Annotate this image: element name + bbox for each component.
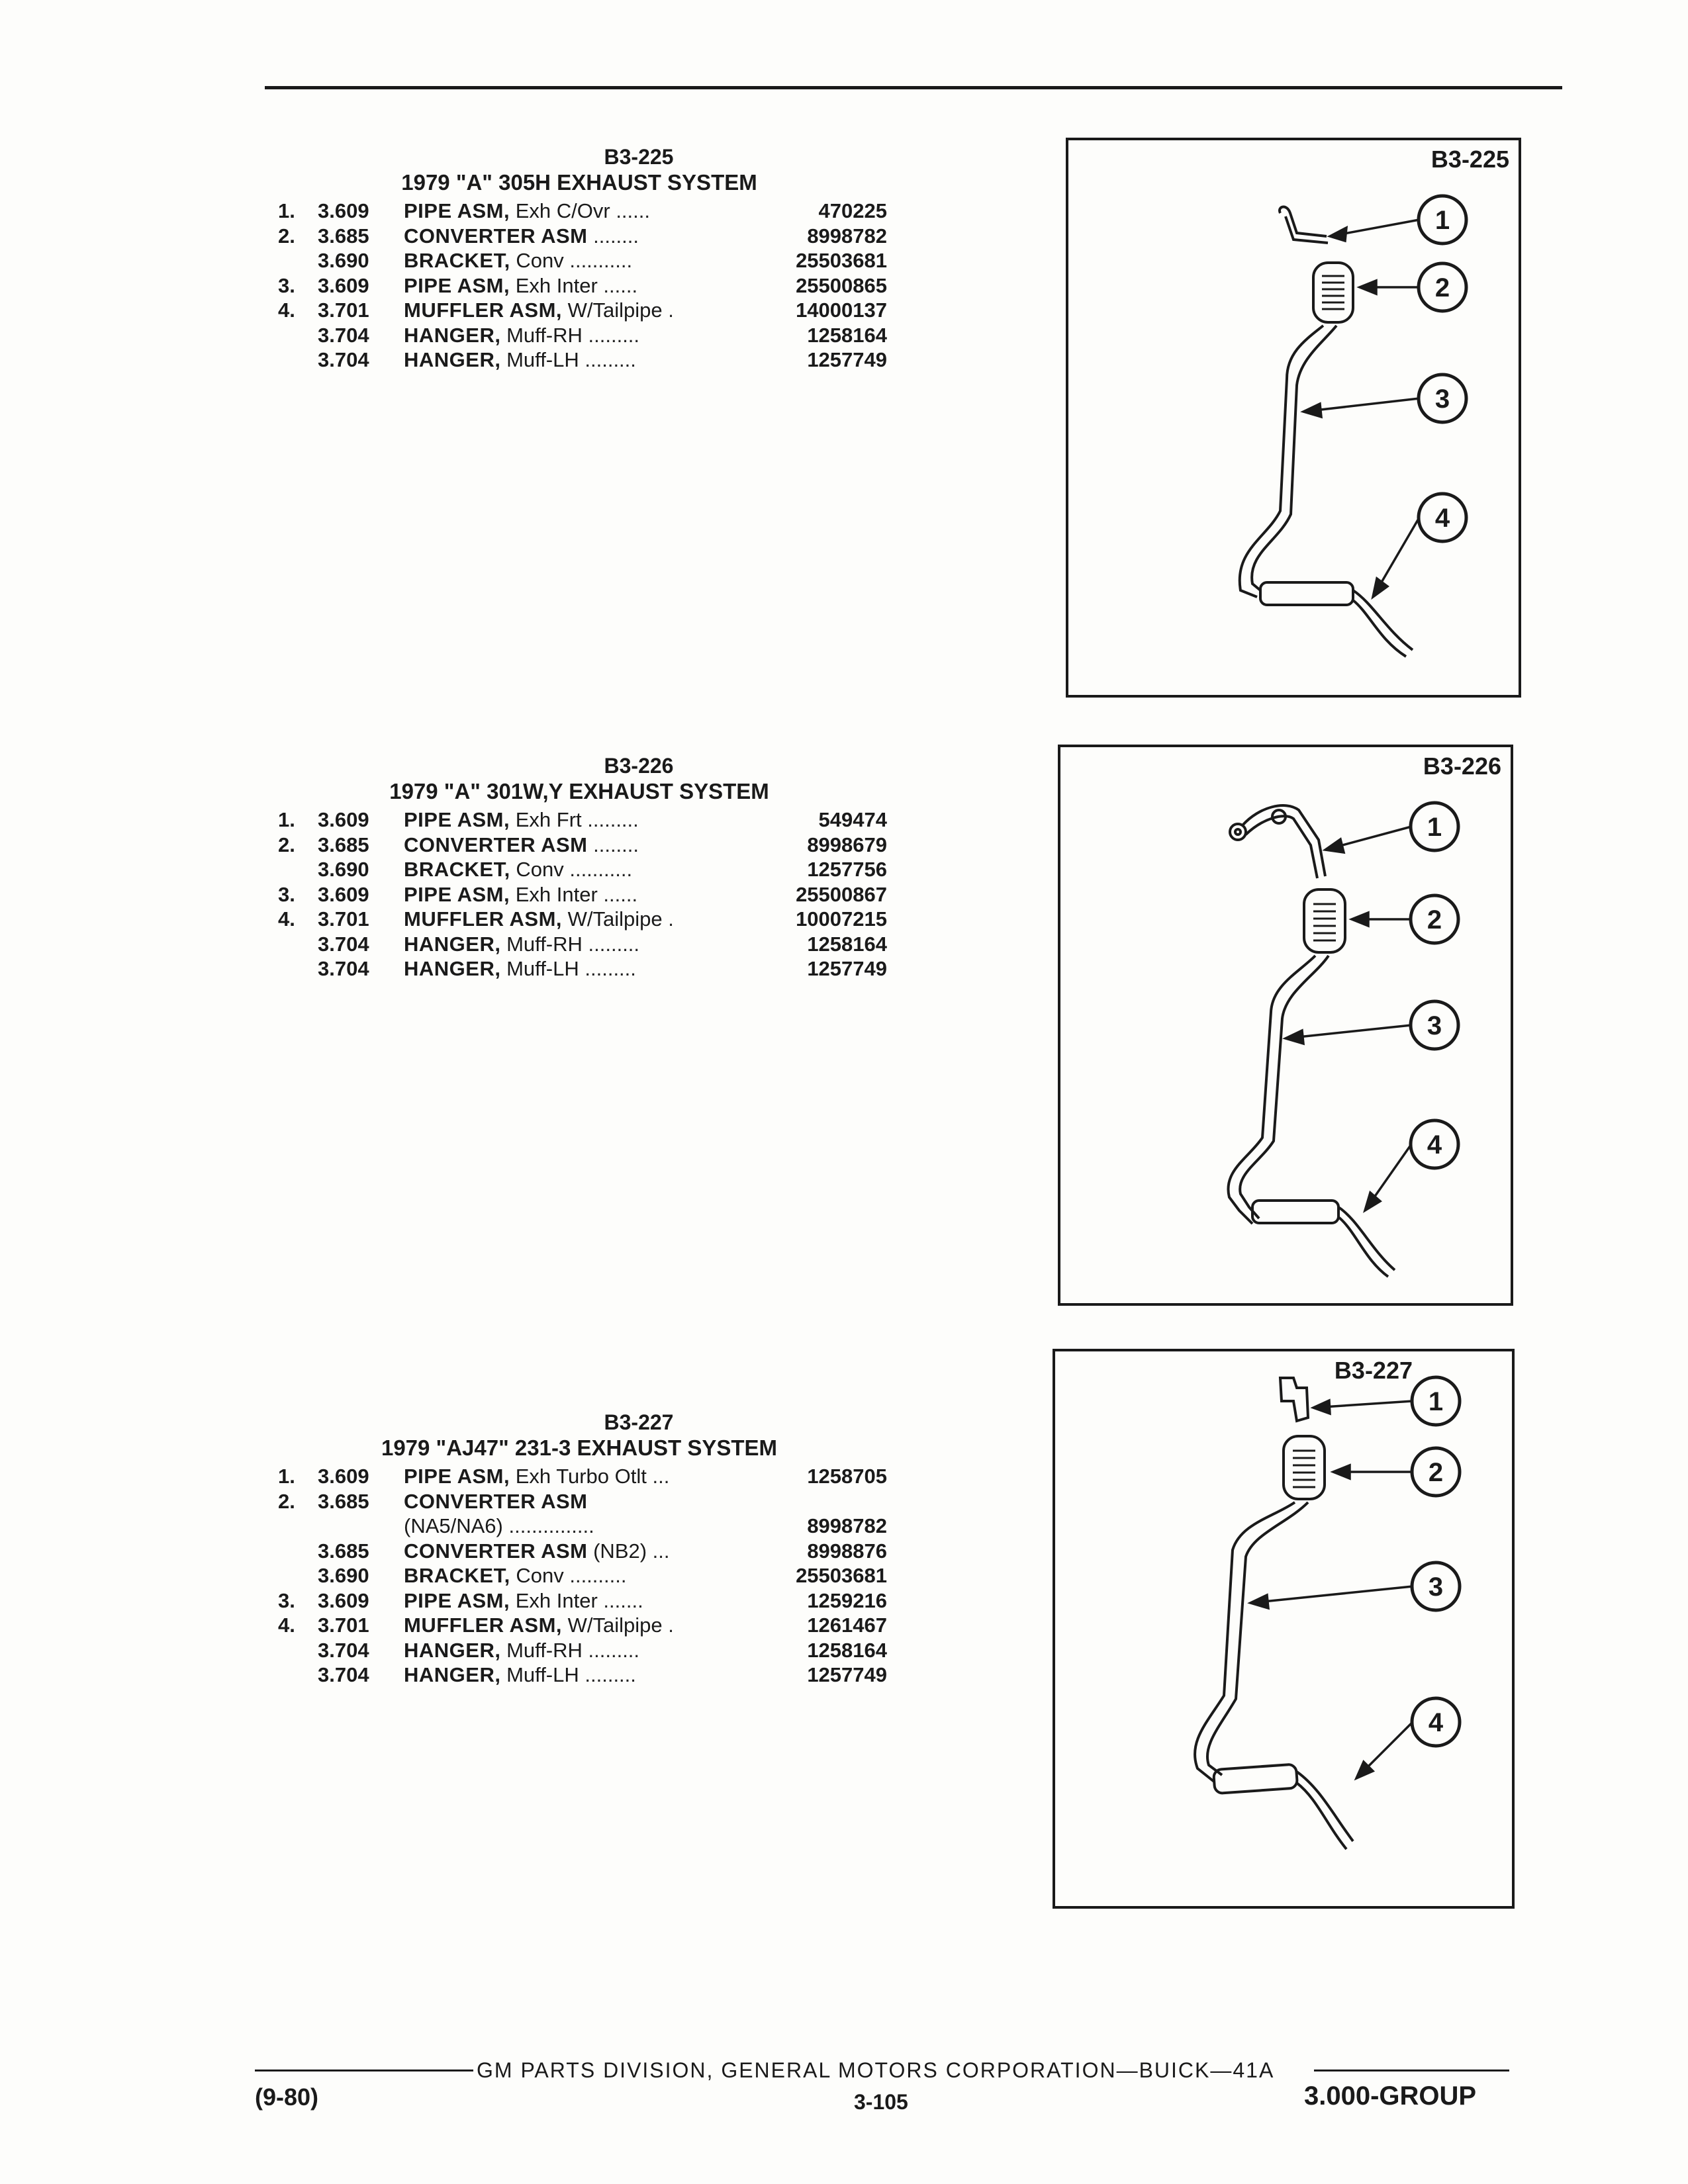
part-name xyxy=(404,1563,774,1588)
illustration-code: B3-226 xyxy=(1423,752,1501,780)
callout-label: 2 xyxy=(1428,1458,1444,1487)
part-desc: Exh C/Ovr xyxy=(515,199,610,222)
callout-label: 3 xyxy=(1428,1572,1444,1602)
leader-dots: . xyxy=(662,1614,674,1637)
leader-dots: ...... xyxy=(597,273,638,297)
part-number: 1257749 xyxy=(807,957,887,980)
part-noun: PIPE ASM, xyxy=(404,273,510,297)
callout-number: 4. xyxy=(278,907,295,931)
footer-publisher: GM PARTS DIVISION, GENERAL MOTORS CORPORATION—BUICK—41A xyxy=(477,2058,1275,2082)
group-number: 3.685 xyxy=(318,1489,369,1513)
part-name xyxy=(404,857,774,882)
parts-list xyxy=(258,199,887,373)
group-number: 3.609 xyxy=(318,273,369,297)
group-number: 3.701 xyxy=(318,298,369,322)
part-noun: HANGER, xyxy=(404,1663,501,1686)
part-noun: CONVERTER ASM xyxy=(404,1489,588,1513)
part-row xyxy=(258,199,887,224)
part-desc: Exh Inter xyxy=(515,273,598,297)
callout-label: 3 xyxy=(1427,1011,1442,1040)
part-number: 1257756 xyxy=(807,858,887,881)
part-name xyxy=(404,1539,774,1564)
leader-dots: ....... xyxy=(597,1588,643,1612)
part-noun: MUFFLER ASM, xyxy=(404,298,563,322)
part-row xyxy=(258,1489,887,1514)
callout-number: 2. xyxy=(278,224,295,248)
callout-label: 4 xyxy=(1428,1708,1444,1737)
part-desc: (NA5/NA6) xyxy=(404,1514,503,1537)
leader-dots: ............... xyxy=(502,1514,594,1537)
part-number: 1258164 xyxy=(807,1638,887,1662)
footer-date: (9-80) xyxy=(255,2083,319,2111)
group-number: 3.704 xyxy=(318,932,369,956)
part-number: 1257749 xyxy=(807,1663,887,1686)
part-number: 8998782 xyxy=(807,1514,887,1537)
part-name xyxy=(404,323,774,348)
callout-label: 2 xyxy=(1427,905,1442,934)
callout-number xyxy=(258,1539,318,1564)
callout-number: 3. xyxy=(278,273,295,297)
leader-dots: ......... xyxy=(582,932,640,956)
part-row xyxy=(258,807,887,833)
part-name xyxy=(404,907,774,932)
group-number: 3.704 xyxy=(318,323,369,347)
part-number: 1261467 xyxy=(807,1614,887,1637)
part-row xyxy=(258,1464,887,1489)
leader-dots: ......... xyxy=(582,1638,640,1662)
callout-number xyxy=(258,347,318,373)
part-row xyxy=(258,273,887,298)
part-name xyxy=(404,1588,774,1614)
part-name xyxy=(404,1489,774,1514)
group-number xyxy=(318,1514,404,1539)
part-desc: (NB2) xyxy=(593,1539,647,1563)
converter xyxy=(1304,889,1345,952)
callout-number: 1. xyxy=(278,1465,295,1488)
section-code: B3-226 xyxy=(604,754,674,778)
part-number: 1258705 xyxy=(807,1465,887,1488)
leader-dots: ...... xyxy=(597,882,638,906)
part-noun: MUFFLER ASM, xyxy=(404,1614,563,1637)
part-name xyxy=(404,932,774,957)
group-number: 3.704 xyxy=(318,1638,369,1662)
callout-number: 4. xyxy=(278,1614,295,1637)
exhaust-diagram xyxy=(1060,747,1511,1303)
tailpipe xyxy=(1338,1207,1395,1270)
group-number: 3.609 xyxy=(318,882,369,906)
leader-dots: ........... xyxy=(563,249,633,272)
illustration-code: B3-227 xyxy=(1334,1357,1413,1384)
group-number: 3.685 xyxy=(318,833,369,856)
leader-dots: . xyxy=(662,907,674,931)
parts-list xyxy=(258,807,887,981)
footer-group: 3.000-GROUP xyxy=(1304,2081,1477,2111)
leader-dots: . xyxy=(662,298,674,322)
callout-label: 2 xyxy=(1434,273,1450,302)
illustration-b3-226 xyxy=(1058,745,1513,1306)
inter-pipe xyxy=(1195,1502,1295,1782)
callout-label: 1 xyxy=(1428,1387,1444,1416)
part-noun: CONVERTER ASM xyxy=(404,224,588,248)
part-name xyxy=(404,1613,774,1638)
part-name xyxy=(404,273,774,298)
part-desc: Conv xyxy=(516,858,564,881)
part-noun: BRACKET, xyxy=(404,858,510,881)
leader-dots: ........... xyxy=(563,858,633,881)
part-noun: PIPE ASM, xyxy=(404,1588,510,1612)
callout-number xyxy=(258,956,318,981)
leader-dots: ........ xyxy=(593,224,639,248)
callout-label: 4 xyxy=(1427,1130,1442,1160)
part-row xyxy=(258,1662,887,1688)
part-noun: HANGER, xyxy=(404,957,501,980)
part-name xyxy=(404,1464,774,1489)
part-noun: BRACKET, xyxy=(404,1564,510,1587)
callout-label: 4 xyxy=(1434,504,1450,533)
group-number: 3.690 xyxy=(318,249,369,272)
part-number: 10007215 xyxy=(796,907,887,931)
part-name xyxy=(404,956,774,981)
group-number: 3.690 xyxy=(318,1564,369,1587)
part-name xyxy=(404,807,774,833)
part-row xyxy=(258,248,887,273)
group-number: 3.609 xyxy=(318,199,369,222)
part-row xyxy=(258,956,887,981)
leader-dots: ... xyxy=(646,1465,670,1488)
illustration-b3-225 xyxy=(1066,138,1521,698)
part-name xyxy=(404,882,774,907)
part-desc: Exh Inter xyxy=(515,882,598,906)
tailpipe xyxy=(1297,1772,1353,1841)
muffler xyxy=(1260,582,1353,605)
group-number: 3.609 xyxy=(318,1588,369,1612)
part-desc: Conv xyxy=(516,1564,564,1587)
part-noun: HANGER, xyxy=(404,323,501,347)
part-name xyxy=(404,248,774,273)
part-desc: W/Tailpipe xyxy=(567,907,663,931)
part-noun: PIPE ASM, xyxy=(404,1465,510,1488)
part-row xyxy=(258,1514,887,1539)
callout-number xyxy=(258,1638,318,1663)
callout-number xyxy=(258,857,318,882)
callout-number xyxy=(258,932,318,957)
section-b3-225 xyxy=(258,144,887,373)
callout-number xyxy=(258,248,318,273)
part-row xyxy=(258,1613,887,1638)
turbo-outlet-pipe xyxy=(1280,1378,1308,1421)
group-number: 3.690 xyxy=(318,858,369,881)
part-number: 1257749 xyxy=(807,348,887,371)
part-row xyxy=(258,907,887,932)
part-noun: HANGER, xyxy=(404,932,501,956)
group-number: 3.704 xyxy=(318,957,369,980)
part-number: 14000137 xyxy=(796,298,887,322)
part-noun: PIPE ASM, xyxy=(404,199,510,222)
parts-list xyxy=(258,1464,887,1688)
group-number: 3.704 xyxy=(318,1663,369,1686)
part-row xyxy=(258,224,887,249)
part-desc: Muff-LH xyxy=(506,1663,579,1686)
part-name xyxy=(404,199,774,224)
illustration-code: B3-225 xyxy=(1430,146,1509,173)
callout-number: 2. xyxy=(278,1489,295,1513)
part-number: 470225 xyxy=(818,199,887,222)
callout-number: 4. xyxy=(278,298,295,322)
illustration-b3-227 xyxy=(1053,1349,1515,1909)
part-desc: Exh Frt xyxy=(515,808,582,831)
part-desc: Muff-LH xyxy=(506,348,579,371)
part-row xyxy=(258,1588,887,1614)
callout-number xyxy=(258,1662,318,1688)
part-row xyxy=(258,298,887,323)
part-number: 8998782 xyxy=(807,224,887,248)
footer-rule-right xyxy=(1314,2070,1509,2071)
leader-dots: ... xyxy=(647,1539,670,1563)
part-row xyxy=(258,833,887,858)
part-desc: Muff-RH xyxy=(506,932,583,956)
part-desc: W/Tailpipe xyxy=(567,298,663,322)
callout-number: 2. xyxy=(278,833,295,856)
callout-arrows xyxy=(1250,1400,1413,1778)
part-desc: Muff-LH xyxy=(506,957,579,980)
leader-dots: ......... xyxy=(579,957,636,980)
part-row xyxy=(258,857,887,882)
section-code: B3-225 xyxy=(604,145,674,169)
leader-dots: ......... xyxy=(582,323,640,347)
inter-pipe xyxy=(1240,326,1323,597)
callout-number xyxy=(258,1563,318,1588)
part-number: 25503681 xyxy=(796,1564,887,1587)
part-number: 549474 xyxy=(818,808,887,831)
section-code: B3-227 xyxy=(604,1410,674,1434)
group-number: 3.685 xyxy=(318,224,369,248)
part-row xyxy=(258,932,887,957)
part-number: 8998679 xyxy=(807,833,887,856)
converter xyxy=(1313,263,1353,322)
callout-number: 1. xyxy=(278,808,295,831)
section-title: 1979 "A" 301W,Y EXHAUST SYSTEM xyxy=(389,779,769,803)
callout-label: 1 xyxy=(1427,813,1442,842)
part-desc: Muff-RH xyxy=(506,323,583,347)
part-noun: BRACKET, xyxy=(404,249,510,272)
group-number: 3.701 xyxy=(318,1614,369,1637)
part-row xyxy=(258,323,887,348)
part-desc: Muff-RH xyxy=(506,1638,583,1662)
leader-dots: ......... xyxy=(579,1663,636,1686)
leader-dots: ........ xyxy=(593,833,639,856)
section-b3-227 xyxy=(258,1410,887,1688)
part-number: 25500865 xyxy=(796,273,887,297)
tailpipe xyxy=(1353,590,1413,650)
part-desc: W/Tailpipe xyxy=(567,1614,663,1637)
part-noun: HANGER, xyxy=(404,348,501,371)
section-b3-226 xyxy=(258,753,887,981)
exhaust-diagram xyxy=(1068,140,1519,695)
part-desc: Exh Inter xyxy=(515,1588,598,1612)
part-name xyxy=(404,298,774,323)
group-number: 3.609 xyxy=(318,1465,369,1488)
part-name xyxy=(404,224,774,249)
part-noun: HANGER, xyxy=(404,1638,501,1662)
part-noun: PIPE ASM, xyxy=(404,808,510,831)
part-name xyxy=(404,347,774,373)
part-number: 25500867 xyxy=(796,882,887,906)
callout-label: 3 xyxy=(1434,385,1450,414)
group-number: 3.685 xyxy=(318,1539,369,1563)
callout-arrows xyxy=(1286,827,1411,1210)
leader-dots: ......... xyxy=(579,348,636,371)
converter xyxy=(1284,1436,1325,1499)
part-number: 1258164 xyxy=(807,932,887,956)
part-number xyxy=(774,1489,887,1514)
part-row xyxy=(258,1563,887,1588)
part-name xyxy=(404,1638,774,1663)
page-number: 3-105 xyxy=(854,2090,908,2114)
callout-number: 3. xyxy=(278,1588,295,1612)
footer-rule-left xyxy=(255,2070,473,2071)
top-rule xyxy=(265,86,1562,89)
leader-dots: .......... xyxy=(563,1564,627,1587)
leader-dots: ...... xyxy=(610,199,650,222)
part-name xyxy=(404,1662,774,1688)
part-noun: CONVERTER ASM xyxy=(404,833,588,856)
part-number: 8998876 xyxy=(807,1539,887,1563)
muffler xyxy=(1213,1764,1297,1794)
part-name xyxy=(404,1514,774,1539)
part-noun: CONVERTER ASM xyxy=(404,1539,588,1563)
leader-dots: ......... xyxy=(581,808,639,831)
part-name xyxy=(404,833,774,858)
callout-number xyxy=(258,1514,318,1539)
part-desc: Exh Turbo Otlt xyxy=(515,1465,647,1488)
callout-label: 1 xyxy=(1434,206,1450,235)
callout-arrows xyxy=(1303,220,1419,597)
part-number: 1259216 xyxy=(807,1588,887,1612)
section-title: 1979 "A" 305H EXHAUST SYSTEM xyxy=(401,170,757,195)
part-number: 1258164 xyxy=(807,323,887,347)
part-noun: MUFFLER ASM, xyxy=(404,907,563,931)
part-noun: PIPE ASM, xyxy=(404,882,510,906)
group-number: 3.704 xyxy=(318,348,369,371)
part-desc: Conv xyxy=(516,249,564,272)
callout-number: 1. xyxy=(278,199,295,222)
exhaust-diagram xyxy=(1055,1351,1512,1906)
part-row xyxy=(258,347,887,373)
callout-number: 3. xyxy=(278,882,295,906)
part-row xyxy=(258,1638,887,1663)
muffler xyxy=(1252,1201,1338,1223)
section-title: 1979 "AJ47" 231-3 EXHAUST SYSTEM xyxy=(381,1435,778,1460)
group-number: 3.701 xyxy=(318,907,369,931)
part-number: 25503681 xyxy=(796,249,887,272)
group-number: 3.609 xyxy=(318,808,369,831)
part-row xyxy=(258,882,887,907)
callout-number xyxy=(258,323,318,348)
part-row xyxy=(258,1539,887,1564)
